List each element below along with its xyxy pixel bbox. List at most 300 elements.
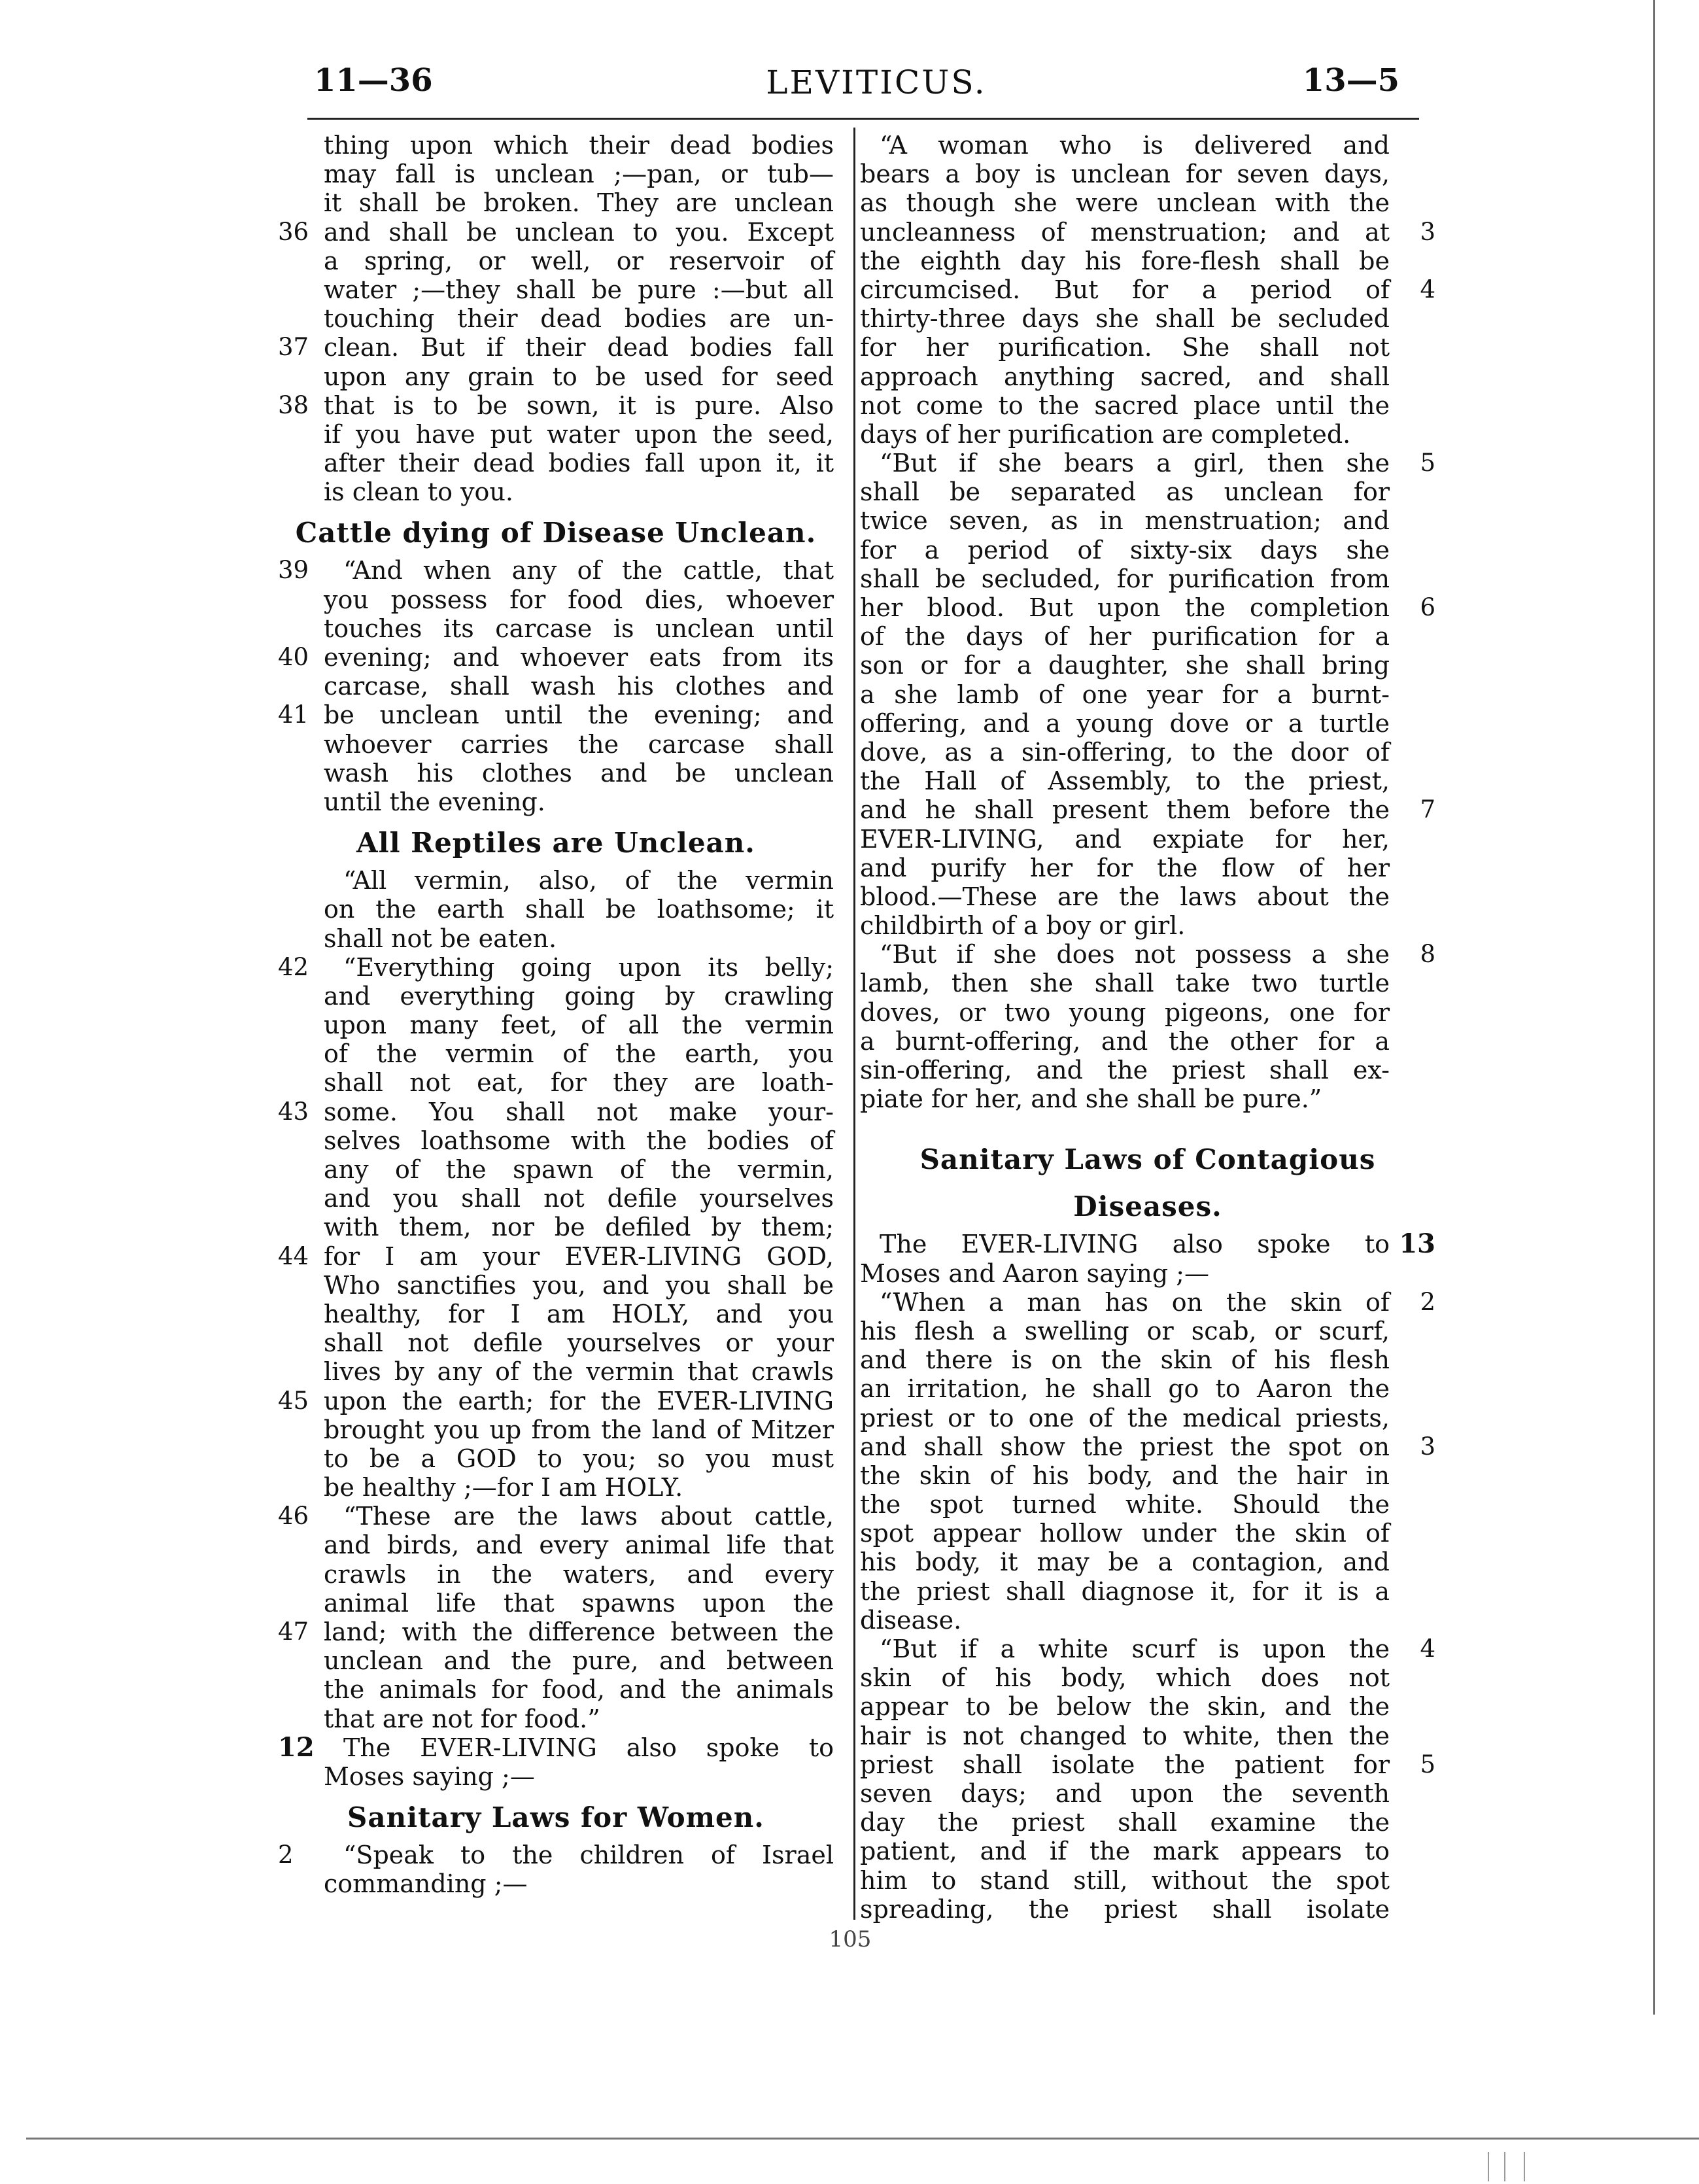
verse-number: 44: [278, 1241, 309, 1270]
text-line: [278, 391, 834, 420]
line-text: a burnt-offering, and the other for a: [860, 1026, 1390, 1056]
text-line: [860, 275, 1435, 304]
verse-number: [1390, 767, 1435, 795]
verse-number: [278, 1869, 324, 1898]
text-line: [278, 953, 834, 982]
verse-number: [278, 672, 324, 701]
line-text: doves, or two young pigeons, one for: [860, 997, 1390, 1027]
verse-number: [278, 304, 324, 333]
text-line: [278, 1762, 834, 1791]
text-line: [278, 585, 834, 614]
text-line: [860, 218, 1435, 247]
verse-number: [1390, 1663, 1435, 1692]
verse-number: [278, 420, 324, 449]
text-line: [278, 1126, 834, 1155]
line-text: and shall show the priest the spot on: [860, 1432, 1390, 1461]
verse-number: 3: [1420, 217, 1435, 246]
verse-number: [1390, 911, 1435, 940]
verse-number: [1390, 1548, 1435, 1576]
line-text: thirty-three days she shall be secluded: [860, 304, 1390, 334]
text-line: [860, 536, 1435, 564]
text-line: [278, 1328, 834, 1357]
text-line: [278, 275, 834, 304]
text-line: [860, 1837, 1435, 1865]
text-line: [860, 1345, 1435, 1374]
text-line: [278, 1589, 834, 1618]
verse-number: [1390, 333, 1435, 362]
line-text: on the earth shall be loathsome; it: [324, 895, 834, 924]
text-line: [860, 420, 1435, 449]
line-text: the skin of his body, and the hair in: [860, 1461, 1390, 1490]
line-text: upon any grain to be used for seed: [324, 362, 834, 391]
verse-number: 41: [278, 701, 309, 729]
text-line: [860, 622, 1435, 651]
line-text: priest shall isolate the patient for: [860, 1750, 1390, 1779]
verse-number: [1390, 1461, 1435, 1490]
verse-number: 8: [1420, 940, 1435, 969]
line-text: you possess for food dies, whoever: [324, 585, 834, 614]
verse-number: 37: [278, 333, 309, 362]
text-line: [860, 969, 1435, 997]
line-text: the spot turned white. Should the: [860, 1490, 1390, 1519]
line-text: bears a boy is unclean for seven days,: [860, 160, 1390, 189]
text-line: [860, 825, 1435, 854]
verse-number: [278, 614, 324, 643]
line-text: unclean and the pure, and between: [324, 1646, 834, 1676]
verse-number: [1390, 1027, 1435, 1056]
line-text: skin of his body, which does not: [860, 1663, 1390, 1693]
line-text: him to stand still, without the spot: [860, 1865, 1390, 1895]
text-line: [278, 866, 834, 895]
section-heading: Sanitary Laws for Women.: [347, 1801, 764, 1834]
verse-number: [278, 247, 324, 275]
text-line: [278, 304, 834, 333]
text-line: [278, 188, 834, 217]
verse-number: [278, 1705, 324, 1733]
line-text: may fall is unclean ;—pan, or tub—: [324, 160, 834, 189]
text-line: [860, 1404, 1435, 1432]
text-line: [278, 1184, 834, 1213]
line-text: after their dead bodies fall upon it, it: [324, 449, 834, 478]
line-text: “When a man has on the skin of: [880, 1287, 1390, 1317]
verse-number: [278, 449, 324, 477]
text-line: [278, 730, 834, 759]
text-line: [278, 1473, 834, 1502]
text-line: [860, 1461, 1435, 1490]
verse-number: [278, 1039, 324, 1068]
line-text: “A woman who is delivered and: [880, 131, 1390, 160]
chapter-number: 12: [278, 1731, 315, 1763]
verse-number: [278, 1126, 324, 1155]
verse-number: [1390, 391, 1435, 420]
text-line: [860, 767, 1435, 795]
text-line: [278, 1271, 834, 1300]
verse-number: [278, 160, 324, 188]
verse-number: [1390, 1808, 1435, 1837]
line-text: thing upon which their dead bodies: [324, 131, 834, 160]
verse-number: [1390, 1837, 1435, 1865]
text-line: [278, 1011, 834, 1039]
text-line: [860, 1056, 1435, 1084]
text-line: [860, 1722, 1435, 1750]
verse-number: [278, 1184, 324, 1213]
verse-number: [1390, 131, 1435, 160]
verse-number: [1390, 1606, 1435, 1635]
verse-number: 39: [278, 556, 309, 585]
text-line: [278, 1387, 834, 1415]
line-text: and birds, and every animal life that: [324, 1531, 834, 1560]
line-text: shall not defile yourselves or your: [324, 1328, 834, 1358]
text-line: [278, 1531, 834, 1559]
verse-number: [1390, 998, 1435, 1027]
text-line: [860, 188, 1435, 217]
verse-number: [278, 1646, 324, 1675]
running-header: [314, 62, 1413, 121]
line-text: that is to be sown, it is pure. Also: [324, 390, 834, 420]
line-text: “Everything going upon its belly;: [343, 952, 834, 982]
scan-mark: [1504, 2152, 1505, 2181]
verse-number: [1390, 420, 1435, 449]
text-line: [860, 449, 1435, 477]
text-line: [860, 247, 1435, 275]
text-line: [278, 420, 834, 449]
line-text: and everything going by crawling: [324, 981, 834, 1011]
text-line: [860, 1663, 1435, 1692]
text-line: [860, 1490, 1435, 1519]
verse-number: [1390, 506, 1435, 535]
text-line: [278, 449, 834, 477]
line-text: circumcised. But for a period of: [860, 275, 1390, 304]
line-text: and he shall present them before the: [860, 795, 1390, 825]
text-line: [278, 643, 834, 672]
section-heading: Diseases.: [1073, 1190, 1222, 1223]
text-line: [860, 911, 1435, 940]
text-line: [278, 160, 834, 188]
text-line: [860, 882, 1435, 911]
line-text: touching their dead bodies are un-: [324, 304, 834, 334]
line-text: The EVER-LIVING also spoke to: [343, 1733, 834, 1762]
verse-number: [278, 1444, 324, 1473]
verse-number: [1390, 825, 1435, 854]
text-line: [278, 477, 834, 506]
verse-number: [1390, 536, 1435, 564]
verse-number: [1390, 680, 1435, 709]
text-line: [860, 1692, 1435, 1721]
section-spacer: [860, 1113, 1435, 1133]
verse-number: [1390, 304, 1435, 333]
verse-number: 3: [1420, 1432, 1435, 1461]
column-divider: [853, 128, 855, 1920]
line-text: blood.—These are the laws about the: [860, 882, 1390, 911]
text-line: [278, 924, 834, 953]
line-text: to be a GOD to you; so you must: [324, 1444, 834, 1473]
text-line: [278, 1300, 834, 1328]
line-text: seven days; and upon the seventh: [860, 1778, 1390, 1808]
line-text: and there is on the skin of his flesh: [860, 1345, 1390, 1375]
line-text: The EVER-LIVING also spoke to: [880, 1230, 1390, 1259]
line-text: spreading, the priest shall isolate: [860, 1894, 1390, 1924]
verse-number: [1390, 969, 1435, 997]
line-text: crawls in the waters, and every: [324, 1559, 834, 1589]
line-text: any of the spawn of the vermin,: [324, 1155, 834, 1184]
verse-number: [1390, 882, 1435, 911]
verse-number: 5: [1420, 449, 1435, 477]
verse-number: [1390, 1722, 1435, 1750]
verse-number: [278, 1300, 324, 1328]
line-text: if you have put water upon the seed,: [324, 419, 834, 449]
text-line: [860, 795, 1435, 824]
line-text: his flesh a swelling or scab, or scurf,: [860, 1316, 1390, 1345]
text-line: [278, 1869, 834, 1898]
verse-number: [1390, 160, 1435, 188]
text-line: [860, 1288, 1435, 1317]
text-line: [860, 1895, 1435, 1924]
line-text: the Hall of Assembly, to the priest,: [860, 767, 1390, 796]
text-line: [860, 1374, 1435, 1403]
right-column: [860, 131, 1435, 1924]
verse-number: [1390, 477, 1435, 506]
line-text: some. You shall not make your-: [324, 1097, 834, 1126]
verse-number: 46: [278, 1502, 309, 1531]
line-text: sin-offering, and the priest shall ex-: [860, 1056, 1390, 1084]
text-line: [860, 680, 1435, 709]
text-line: [278, 759, 834, 788]
line-text: spot appear hollow under the skin of: [860, 1519, 1390, 1548]
text-line: [278, 1039, 834, 1068]
text-line: [278, 1357, 834, 1386]
text-line: [860, 1635, 1435, 1663]
verse-number: [1390, 854, 1435, 882]
line-text: the animals for food, and the animals: [324, 1675, 834, 1705]
verse-number: 42: [278, 952, 309, 981]
line-text: approach anything sacred, and shall: [860, 362, 1390, 391]
text-line: [860, 709, 1435, 738]
line-text: days of her purification are completed.: [860, 419, 1351, 449]
verse-number: [1390, 651, 1435, 680]
header-right-reference: 13—5: [1302, 62, 1399, 99]
line-text: lamb, then she shall take two turtle: [860, 969, 1390, 998]
text-line: [860, 1750, 1435, 1779]
chapter-number: 13: [1399, 1228, 1435, 1260]
verse-number: [1390, 1866, 1435, 1895]
line-text: priest or to one of the medical priests,: [860, 1403, 1390, 1432]
line-text: Moses and Aaron saying ;—: [860, 1258, 1210, 1288]
text-line: [860, 1779, 1435, 1808]
line-text: for her purification. She shall not: [860, 333, 1390, 362]
verse-number: 47: [278, 1618, 309, 1646]
line-text: water ;—they shall be pure :—but all: [324, 275, 834, 304]
verse-number: [278, 1155, 324, 1184]
line-text: as though she were unclean with the: [860, 188, 1390, 218]
line-text: commanding ;—: [324, 1869, 528, 1899]
line-text: shall not eat, for they are loath-: [324, 1068, 834, 1098]
verse-number: [278, 1011, 324, 1039]
line-text: whoever carries the carcase shall: [324, 729, 834, 759]
line-text: a spring, or well, or reservoir of: [324, 246, 834, 275]
text-line: [860, 1519, 1435, 1548]
line-text: dove, as a sin-offering, to the door of: [860, 737, 1390, 767]
verse-number: [1390, 1317, 1435, 1345]
line-text: shall be separated as unclean for: [860, 477, 1390, 507]
verse-number: [278, 982, 324, 1011]
line-text: his body, it may be a contagion, and: [860, 1548, 1390, 1577]
line-text: day the priest shall examine the: [860, 1808, 1390, 1837]
text-line: [278, 1242, 834, 1271]
text-line: [860, 160, 1435, 188]
verse-number: [1390, 564, 1435, 593]
text-line: [860, 1577, 1435, 1606]
line-text: twice seven, as in menstruation; and: [860, 506, 1390, 536]
verse-number: [1390, 709, 1435, 738]
section-heading: Cattle dying of Disease Unclean.: [295, 517, 817, 549]
verse-number: [278, 866, 324, 895]
line-text: be healthy ;—for I am HOLY.: [324, 1473, 683, 1502]
text-line: [860, 1230, 1435, 1258]
verse-number: [278, 1068, 324, 1097]
verse-number: [1390, 188, 1435, 217]
verse-number: [1390, 1084, 1435, 1113]
text-line: [860, 1027, 1435, 1056]
text-line: [860, 940, 1435, 969]
page-edge-right: [1653, 0, 1655, 2015]
line-text: and you shall not defile yourselves: [324, 1184, 834, 1213]
line-text: upon the earth; for the EVER-LIVING: [324, 1386, 834, 1415]
text-line: [278, 556, 834, 585]
line-text: EVER-LIVING, and expiate for her,: [860, 824, 1390, 854]
scan-mark: [1524, 2152, 1525, 2181]
verse-number: [278, 1560, 324, 1589]
verse-number: [278, 759, 324, 788]
text-line: [278, 1155, 834, 1184]
line-text: a she lamb of one year for a burnt-: [860, 680, 1390, 709]
verse-number: [278, 1328, 324, 1357]
line-text: healthy, for I am HOLY, and you: [324, 1299, 834, 1328]
line-text: clean. But if their dead bodies fall: [324, 333, 834, 362]
line-text: “Speak to the children of Israel: [343, 1841, 834, 1870]
line-text: “And when any of the cattle, that: [343, 556, 834, 585]
verse-number: [1390, 738, 1435, 767]
text-line: [278, 131, 834, 160]
text-line: [278, 333, 834, 362]
line-text: the eighth day his fore-flesh shall be: [860, 246, 1390, 275]
verse-number: [278, 1357, 324, 1386]
text-line: [278, 672, 834, 701]
verse-number: [1390, 1259, 1435, 1288]
line-text: shall be secluded, for purification from: [860, 564, 1390, 593]
line-text: Who sanctifies you, and you shall be: [324, 1270, 834, 1300]
line-text: land; with the difference between the: [324, 1618, 834, 1646]
text-line: [278, 1675, 834, 1704]
text-line: [860, 362, 1435, 391]
verse-number: 45: [278, 1386, 309, 1415]
line-text: hair is not changed to white, then the: [860, 1721, 1390, 1750]
text-line: [860, 1808, 1435, 1837]
line-text: an irritation, he shall go to Aaron the: [860, 1374, 1390, 1404]
line-text: it shall be broken. They are unclean: [324, 188, 834, 218]
line-text: shall not be eaten.: [324, 924, 557, 953]
text-line: [278, 982, 834, 1011]
line-text: childbirth of a boy or girl.: [860, 911, 1186, 941]
line-text: and purify her for the flow of her: [860, 853, 1390, 882]
text-line: [860, 1606, 1435, 1635]
header-book-title: LEVITICUS.: [766, 63, 987, 101]
text-line: [278, 1213, 834, 1241]
line-text: wash his clothes and be unclean: [324, 758, 834, 788]
text-line: [860, 477, 1435, 506]
text-line: [860, 1866, 1435, 1895]
line-text: piate for her, and she shall be pure.”: [860, 1084, 1322, 1114]
text-line: [860, 998, 1435, 1027]
verse-number: [278, 1473, 324, 1502]
verse-number: [278, 730, 324, 759]
verse-number: [1390, 622, 1435, 651]
text-line: [278, 1068, 834, 1097]
verse-number: [278, 1271, 324, 1300]
text-line: [860, 131, 1435, 160]
line-text: with them, nor be defiled by them;: [324, 1213, 834, 1242]
verse-number: [278, 1762, 324, 1791]
text-line: [860, 333, 1435, 362]
verse-number: 7: [1420, 795, 1435, 824]
verse-number: 43: [278, 1097, 309, 1126]
line-text: selves loathsome with the bodies of: [324, 1126, 834, 1155]
verse-number: [1390, 1519, 1435, 1548]
text-line: [278, 701, 834, 729]
line-text: and shall be unclean to you. Except: [324, 217, 834, 247]
verse-number: 38: [278, 390, 309, 419]
verse-number: [278, 788, 324, 816]
scan-mark: [1488, 2152, 1489, 2181]
line-text: upon many feet, of all the vermin: [324, 1011, 834, 1040]
verse-number: [278, 895, 324, 924]
text-line: [860, 1432, 1435, 1461]
line-text: for a period of sixty-six days she: [860, 535, 1390, 564]
verse-number: 6: [1420, 593, 1435, 621]
verse-number: 40: [278, 643, 309, 671]
text-line: [860, 564, 1435, 593]
verse-number: [278, 924, 324, 953]
line-text: “But if a white scurf is upon the: [880, 1635, 1390, 1663]
text-line: [860, 1548, 1435, 1576]
line-text: “But if she does not possess a she: [880, 940, 1390, 969]
page-edge-bottom: [26, 2138, 1699, 2140]
verse-number: [1390, 1056, 1435, 1084]
verse-number: [1390, 1577, 1435, 1606]
line-text: that are not for food.”: [324, 1704, 600, 1733]
verse-number: 5: [1420, 1750, 1435, 1778]
verse-number: 36: [278, 217, 309, 246]
verse-number: [278, 275, 324, 304]
verse-number: [1390, 1692, 1435, 1721]
verse-number: [278, 131, 324, 160]
line-text: patient, and if the mark appears to: [860, 1837, 1390, 1866]
line-text: brought you up from the land of Mitzer: [324, 1415, 834, 1444]
text-line: [860, 651, 1435, 680]
text-line: [278, 788, 834, 816]
verse-number: 2: [278, 1841, 294, 1869]
text-line: [278, 1502, 834, 1531]
text-line: [278, 614, 834, 643]
text-line: [278, 1841, 834, 1869]
line-text: is clean to you.: [324, 477, 513, 507]
left-column: [278, 131, 834, 1899]
line-text: carcase, shall wash his clothes and: [324, 672, 834, 701]
section-heading: All Reptiles are Unclean.: [356, 827, 755, 859]
verse-number: 2: [1420, 1287, 1435, 1316]
text-line: [278, 1618, 834, 1646]
verse-number: [1390, 1779, 1435, 1808]
verse-number: [1390, 1490, 1435, 1519]
